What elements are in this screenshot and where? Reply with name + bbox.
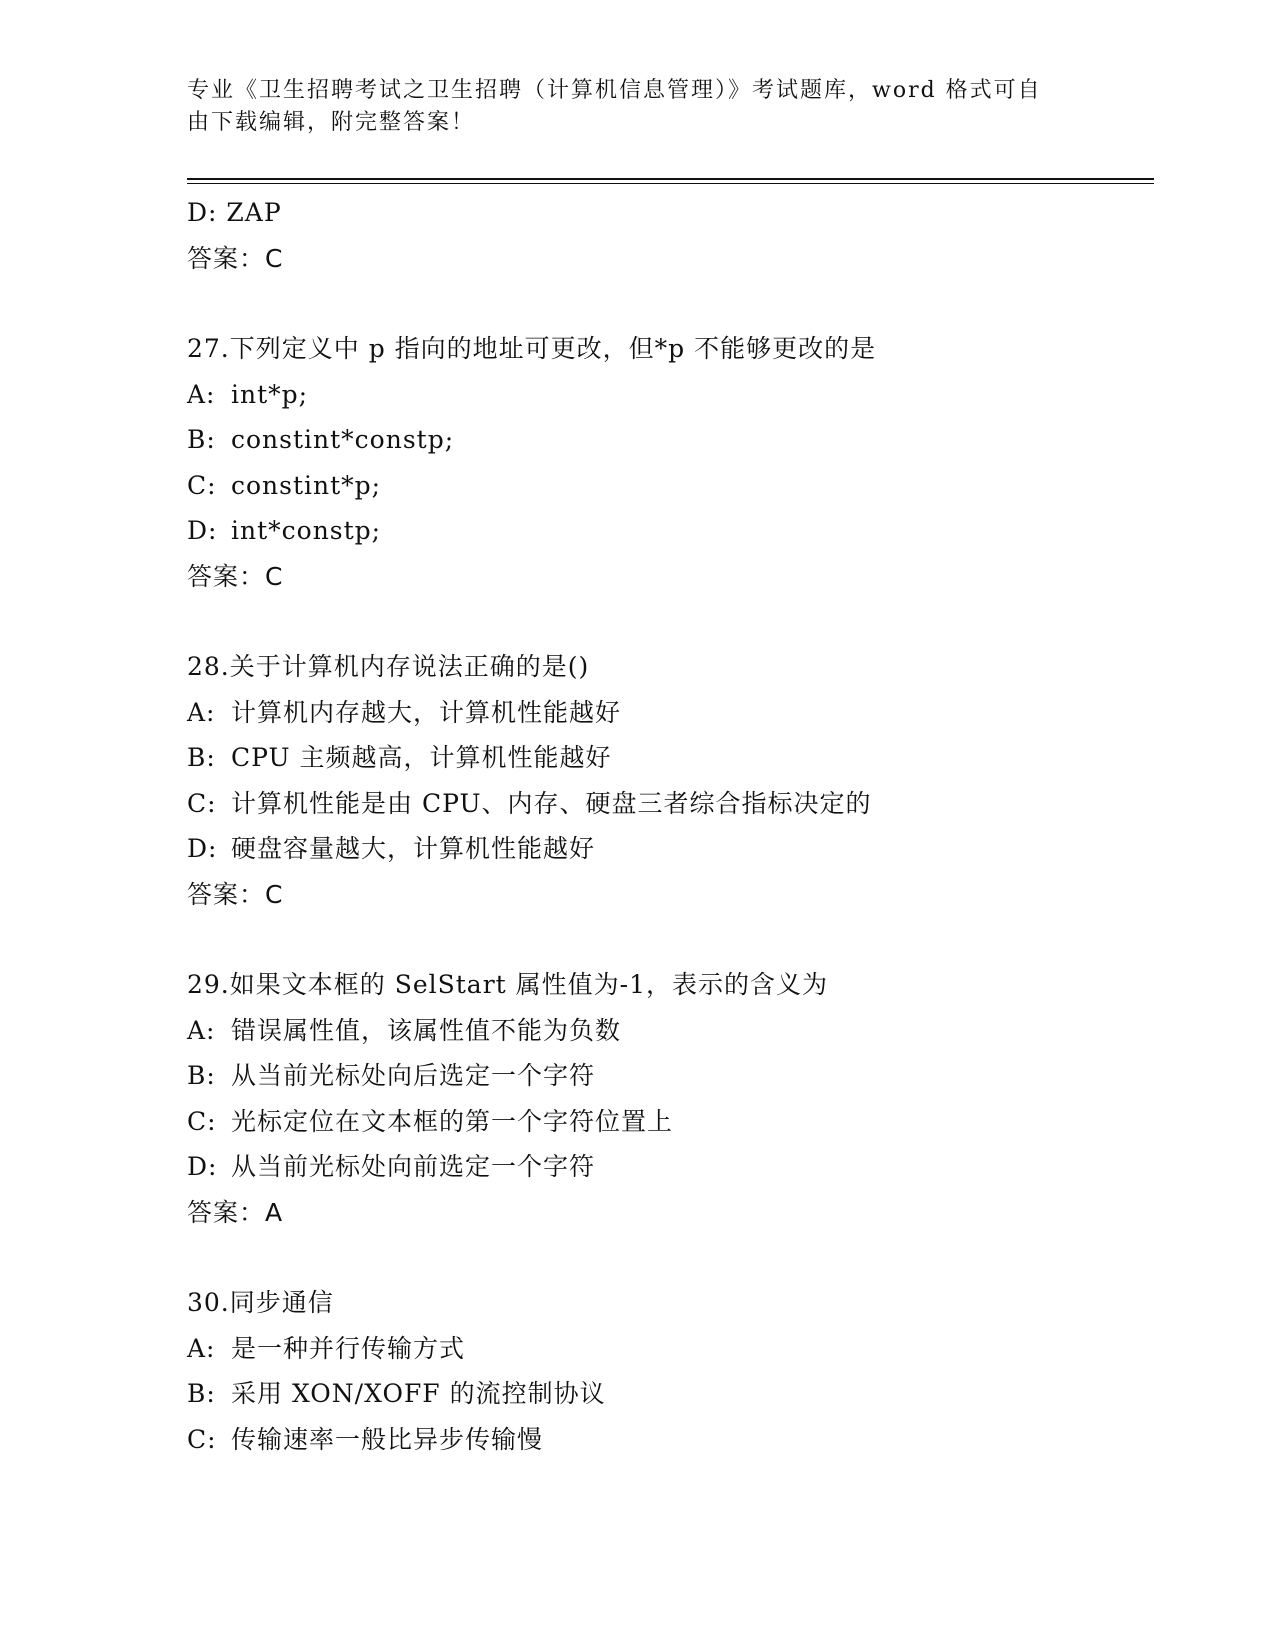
option-text: 传输速率一般比异步传输慢 [231,1424,544,1454]
option-label: A: [187,697,216,727]
option-text: 光标定位在文本框的第一个字符位置上 [231,1106,674,1136]
option-a [187,372,1147,418]
question-28 [187,644,1147,917]
option-b [187,1371,1147,1417]
option-d [187,826,1147,872]
option-d [187,1144,1147,1190]
header-line-2: 由下载编辑，附完整答案！ [187,110,476,135]
option-text: 从当前光标处向前选定一个字符 [231,1152,596,1181]
option-label: D: [187,1152,218,1181]
question-27 [187,326,1147,599]
answer: 答案：C [187,879,284,909]
option-label: C: [187,1106,217,1136]
option-label: A: [187,379,216,409]
option-label: C: [187,1424,217,1454]
option-label: A: [187,1015,216,1045]
option-text: 采用 XON/XOFF 的流控制协议 [231,1379,606,1408]
option-label: D: [187,834,218,863]
option-label: A: [187,1333,216,1363]
option-label: B: [187,743,216,772]
option-b [187,1053,1147,1099]
answer: 答案：C [187,243,284,273]
option-d [187,508,1147,554]
option-b [187,417,1147,463]
answer: 答案：A [187,1197,284,1227]
option-a [187,690,1147,736]
option-text: 是一种并行传输方式 [231,1333,466,1363]
option-c [187,781,1147,827]
option-text: int*p; [231,379,309,409]
option-text: 硬盘容量越大，计算机性能越好 [231,834,596,863]
option-d: D: ZAP [187,198,282,227]
option-text: constint*p; [231,470,382,500]
question-30 [187,1280,1147,1462]
option-a [187,1326,1147,1372]
option-label: C: [187,470,217,500]
question-stem: 28.关于计算机内存说法正确的是() [187,652,590,681]
header-line-1: 专业《卫生招聘考试之卫生招聘（计算机信息管理）》考试题库，word 格式可自 [187,78,1042,103]
option-text: 计算机内存越大，计算机性能越好 [231,697,622,727]
option-text: 错误属性值，该属性值不能为负数 [231,1015,622,1045]
document-header [187,75,1087,139]
carryover-block [187,190,1147,281]
option-c [187,463,1147,509]
question-stem: 29.如果文本框的 SelStart 属性值为-1，表示的含义为 [187,970,828,999]
option-label: B: [187,1379,216,1408]
option-label: D: [187,516,218,545]
option-text: CPU 主频越高，计算机性能越好 [231,743,612,772]
answer: 答案：C [187,561,284,591]
option-text: 从当前光标处向后选定一个字符 [231,1061,596,1090]
option-c [187,1099,1147,1145]
question-stem: 27.下列定义中 p 指向的地址可更改，但*p 不能够更改的是 [187,334,877,363]
option-text: 计算机性能是由 CPU、内存、硬盘三者综合指标决定的 [231,788,872,818]
option-label: B: [187,1061,216,1090]
question-list [187,190,1147,1462]
header-divider [187,178,1154,184]
option-label: B: [187,425,216,454]
question-29 [187,962,1147,1235]
option-text: constint*constp; [231,425,455,454]
option-b [187,735,1147,781]
option-c [187,1417,1147,1463]
option-text: int*constp; [231,516,382,545]
option-a [187,1008,1147,1054]
question-stem: 30.同步通信 [187,1288,334,1317]
option-label: C: [187,788,217,818]
